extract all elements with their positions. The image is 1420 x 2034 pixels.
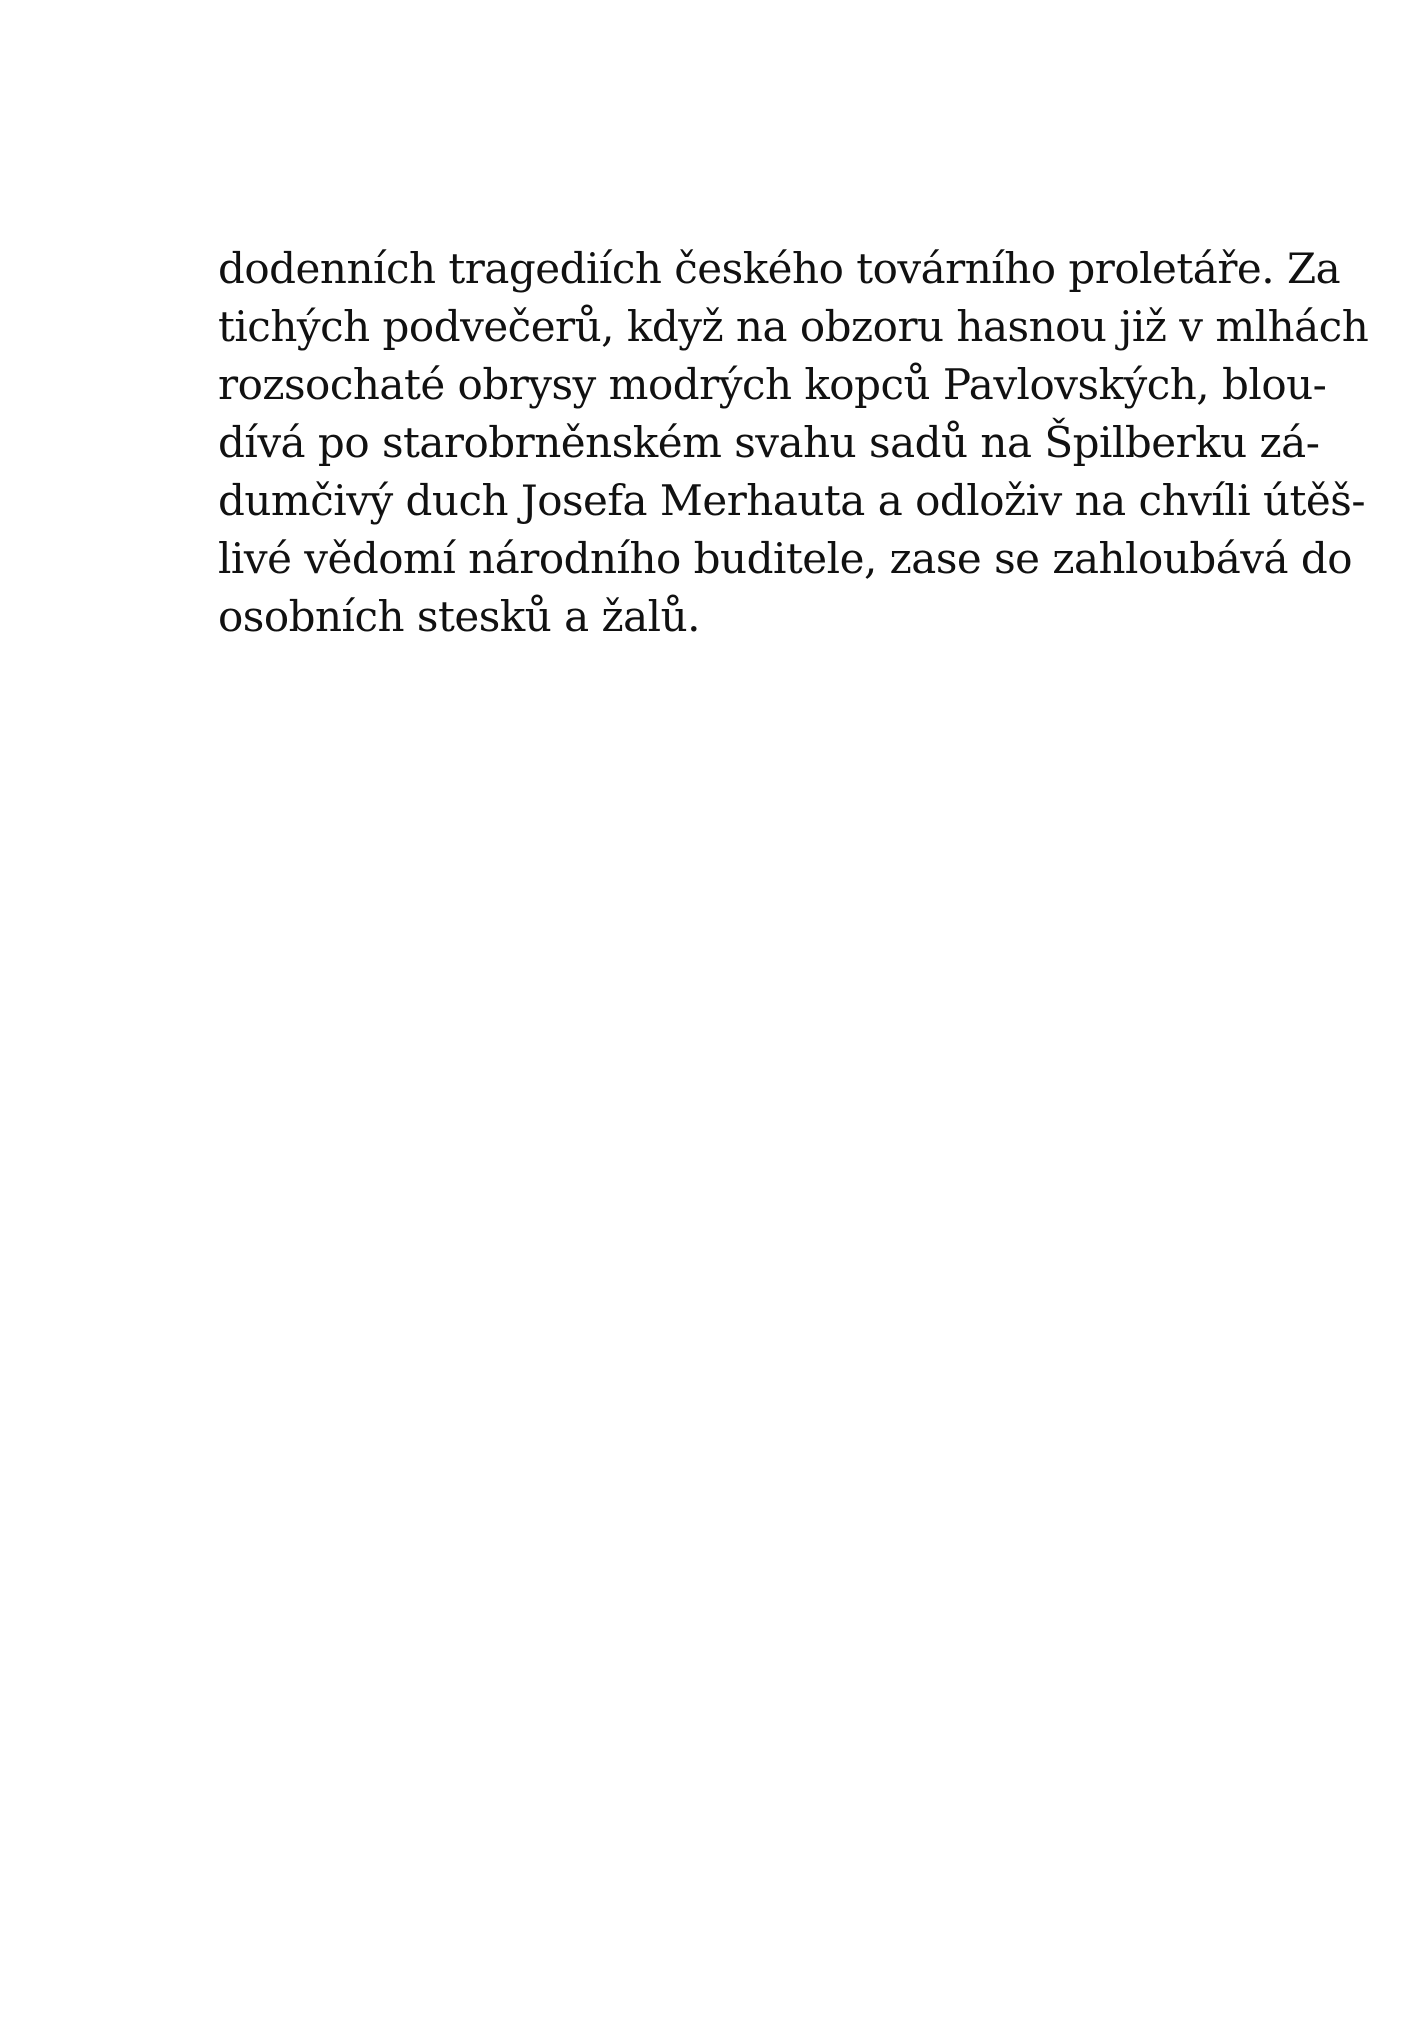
text-line-5: dumčivý duch Josefa Merhauta a odloživ na chvíli útěš-	[218, 476, 1366, 525]
text-line-1: dodenních tragediích českého továrního proletáře. Za	[218, 244, 1341, 293]
text-line-7: osobních stesků a žalů.	[218, 592, 700, 641]
text-line-4: dívá po starobrněnském svahu sadů na Špilberku zá-	[218, 418, 1320, 467]
text-line-3: rozsochaté obrysy modrých kopců Pavlovských, blou-	[218, 360, 1327, 409]
text-line-2: tichých podvečerů, když na obzoru hasnou již v mlhách	[218, 302, 1369, 351]
body-paragraph	[218, 240, 1369, 646]
text-line-6: livé vědomí národního buditele, zase se zahloubává do	[218, 534, 1353, 583]
